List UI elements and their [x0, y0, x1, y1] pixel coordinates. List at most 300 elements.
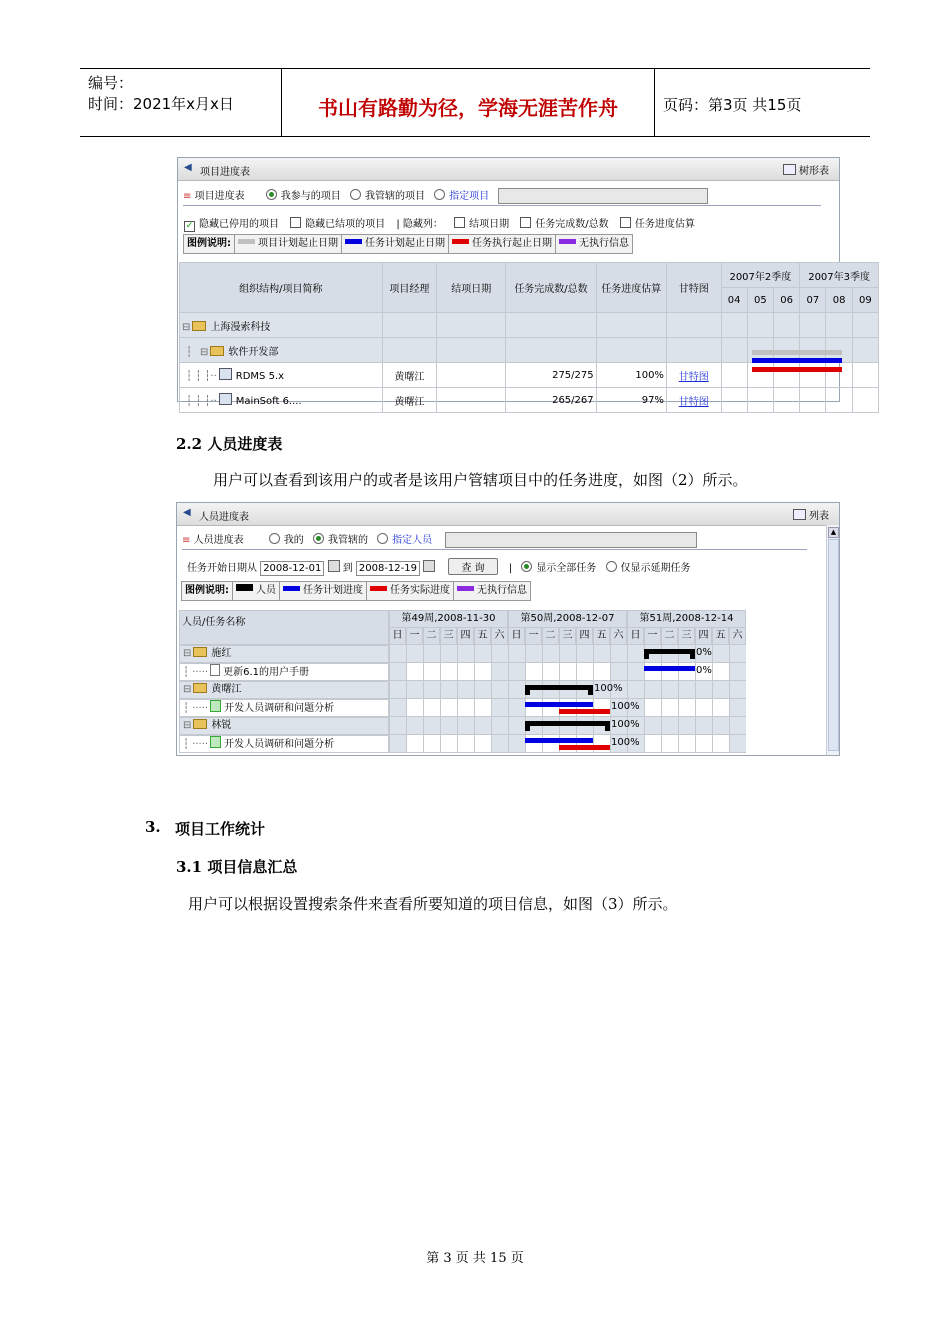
- folder-icon: [210, 346, 224, 356]
- day-cell: [389, 663, 406, 681]
- task-done-checkbox[interactable]: [520, 217, 531, 228]
- day-cell: [457, 717, 474, 735]
- day-cell: [627, 681, 644, 699]
- hide-cols-label: | 隐藏列：: [396, 219, 443, 230]
- actual-bar: [559, 745, 610, 750]
- task-name: 开发人员调研和问题分析: [224, 739, 335, 750]
- person-name: 黄曙江: [211, 684, 242, 695]
- percent-label: 0%: [696, 647, 712, 658]
- day-cell: [644, 735, 661, 753]
- legend-item: 无执行信息: [556, 235, 632, 253]
- day-cell: [440, 717, 457, 735]
- day-header: 一: [644, 627, 661, 645]
- section-heading: 2.2 人员进度表: [176, 435, 283, 453]
- day-cell: [729, 663, 746, 681]
- task-done-label: 任务完成数/总数: [535, 219, 609, 230]
- project-table: [179, 262, 879, 413]
- day-cell: [474, 735, 491, 753]
- task-icon: [210, 736, 221, 748]
- plan-bar: [525, 738, 593, 743]
- person-bar-cap: [644, 649, 649, 659]
- person-row[interactable]: [179, 645, 389, 663]
- paragraph: 用户可以查看到该用户的或者是该用户管辖项目中的任务进度，如图（2）所示。: [213, 471, 748, 489]
- day-cell: [542, 717, 559, 735]
- radio-show-delay[interactable]: [606, 561, 617, 572]
- day-cell: [474, 699, 491, 717]
- percent-label: 100%: [594, 683, 623, 694]
- day-cell: [491, 735, 508, 753]
- purple-swatch: [559, 239, 576, 244]
- day-header: 一: [406, 627, 423, 645]
- day-header: 日: [389, 627, 406, 645]
- day-header: 三: [440, 627, 457, 645]
- expand-icon[interactable]: ⊟: [183, 648, 192, 659]
- list-view-label: 列表: [809, 511, 829, 522]
- day-header: 六: [729, 627, 746, 645]
- day-header: 二: [423, 627, 440, 645]
- query-button[interactable]: 查 询: [448, 558, 497, 575]
- day-cell: [542, 645, 559, 663]
- percent-label: 100%: [611, 701, 640, 712]
- expand-icon[interactable]: ⊟: [200, 346, 209, 358]
- expand-icon[interactable]: ⊟: [182, 321, 191, 333]
- day-cell: [593, 663, 610, 681]
- list-view-button[interactable]: [793, 507, 829, 522]
- divider: [183, 205, 821, 206]
- day-cell: [423, 663, 440, 681]
- day-cell: [406, 681, 423, 699]
- calendar-icon[interactable]: [328, 560, 340, 572]
- panel-title: 人员进度表: [199, 512, 249, 523]
- person-bar: [644, 649, 695, 654]
- project-name-cell[interactable]: ┆ ┆ ┆·· RDMS 5.x: [180, 363, 383, 388]
- org-name: 上海漫索科技: [210, 321, 271, 333]
- scroll-up-icon[interactable]: ▲: [828, 527, 839, 538]
- day-cell: [491, 681, 508, 699]
- day-cell: [423, 645, 440, 663]
- options-row: [178, 215, 695, 232]
- section-heading: 项目工作统计: [175, 820, 266, 838]
- gantt-link[interactable]: 甘特图: [678, 396, 709, 408]
- col-person-task-label: 人员/任务名称: [182, 617, 246, 628]
- person-bar: [525, 721, 610, 726]
- day-cell: [457, 681, 474, 699]
- legend-item: 项目计划起止日期: [235, 235, 342, 253]
- dept-cell[interactable]: ┆ ⊟ 软件开发部: [180, 338, 383, 363]
- day-cell: [406, 699, 423, 717]
- day-header: 二: [542, 627, 559, 645]
- day-cell: [712, 681, 729, 699]
- day-header: 五: [593, 627, 610, 645]
- percent-label: 100%: [611, 737, 640, 748]
- day-header: 日: [508, 627, 525, 645]
- end-date-label: 结项日期: [469, 219, 510, 230]
- list-icon: ≡: [182, 535, 191, 546]
- day-cell: [508, 735, 525, 753]
- filter-row-label: 人员进度表: [193, 535, 244, 546]
- day-cell: [729, 681, 746, 699]
- radio-mine-label: 我的: [283, 535, 304, 546]
- day-cell: [559, 717, 576, 735]
- tree-line: ┆ ·····: [183, 667, 209, 678]
- day-header: 日: [627, 627, 644, 645]
- day-cell: [644, 681, 661, 699]
- day-cell: [457, 663, 474, 681]
- day-cell: [576, 645, 593, 663]
- day-cell: [389, 645, 406, 663]
- month-header: 09: [852, 288, 878, 313]
- black-swatch: [236, 584, 253, 591]
- day-cell: [457, 645, 474, 663]
- person-search-input[interactable]: [445, 532, 697, 548]
- task-actual-bar: [752, 367, 842, 372]
- end-date-cell: [437, 388, 506, 413]
- day-cell: [559, 645, 576, 663]
- date-from-input[interactable]: 2008-12-01: [260, 561, 324, 576]
- expand-icon[interactable]: ⊟: [183, 684, 192, 695]
- day-cell: [406, 717, 423, 735]
- day-cell: [406, 735, 423, 753]
- day-cell: [423, 681, 440, 699]
- day-cell: [457, 699, 474, 717]
- day-cell: [661, 717, 678, 735]
- page-footer: 第 3 页 共 15 页: [426, 1251, 524, 1266]
- project-icon: [219, 393, 232, 405]
- person-bar-cap: [605, 721, 610, 731]
- week-header: 第50周,2008-12-07: [508, 610, 627, 628]
- vertical-scrollbar[interactable]: [826, 525, 839, 755]
- purple-swatch: [457, 586, 474, 591]
- day-cell: [542, 663, 559, 681]
- col-gantt[interactable]: 甘特图: [666, 263, 721, 313]
- person-bar-cap: [690, 649, 695, 659]
- task-done-cell: 265/267: [506, 388, 596, 413]
- col-end-date[interactable]: 结项日期: [437, 263, 506, 313]
- project-progress-panel: [177, 157, 872, 408]
- month-header: 08: [826, 288, 852, 313]
- day-cell: [423, 717, 440, 735]
- day-cell: [695, 717, 712, 735]
- day-cell: [559, 681, 576, 699]
- day-cell: [627, 663, 644, 681]
- day-cell: [474, 663, 491, 681]
- day-cell: [440, 735, 457, 753]
- week-header: 第51周,2008-12-14: [627, 610, 746, 628]
- legend-item: 人员: [233, 582, 280, 600]
- tree-view-button[interactable]: [783, 162, 829, 177]
- plan-bar: [644, 666, 695, 671]
- day-cell: [712, 645, 729, 663]
- day-cell: [491, 717, 508, 735]
- day-cell: [712, 663, 729, 681]
- grey-swatch: [238, 239, 255, 244]
- gantt-link[interactable]: 甘特图: [678, 371, 709, 383]
- task-icon: [210, 664, 220, 676]
- col-org[interactable]: 组织结构/项目简称: [180, 263, 383, 313]
- task-est-cell: 97%: [596, 388, 666, 413]
- day-header: 四: [576, 627, 593, 645]
- col-task-est[interactable]: 任务进度估算: [596, 263, 666, 313]
- day-cell: [576, 663, 593, 681]
- day-cell: [678, 717, 695, 735]
- day-cell: [542, 681, 559, 699]
- day-cell: [678, 735, 695, 753]
- manager-cell: 黄曙江: [382, 388, 437, 413]
- day-cell: [508, 681, 525, 699]
- folder-icon: [192, 321, 206, 331]
- day-cell: [406, 663, 423, 681]
- paragraph: 用户可以根据设置搜索条件来查看所要知道的项目信息，如图（3）所示。: [188, 895, 678, 913]
- show-all-label: 显示全部任务: [536, 563, 597, 574]
- panel-title: 项目进度表: [200, 167, 250, 178]
- person-row[interactable]: [179, 681, 389, 699]
- day-cell: [729, 717, 746, 735]
- task-est-cell: 100%: [596, 363, 666, 388]
- month-header: 04: [721, 288, 747, 313]
- filter-row: [182, 531, 697, 548]
- blue-swatch: [283, 586, 300, 591]
- person-bar-cap: [525, 721, 530, 731]
- day-header: 四: [457, 627, 474, 645]
- day-cell: [508, 717, 525, 735]
- tree-table-icon: [783, 164, 796, 175]
- radio-specified-person[interactable]: [377, 533, 388, 544]
- legend-title: 图例说明:: [184, 235, 235, 253]
- day-cell: [729, 645, 746, 663]
- day-cell: [508, 663, 525, 681]
- day-cell: [508, 699, 525, 717]
- date-from-label: 任务开始日期从: [187, 563, 257, 574]
- collapse-arrow-icon[interactable]: ◀: [183, 507, 191, 518]
- day-cell: [661, 645, 678, 663]
- day-cell: [525, 645, 542, 663]
- panel-titlebar: [178, 158, 839, 181]
- day-cell: [508, 645, 525, 663]
- to-label: 到: [342, 563, 353, 574]
- expand-icon[interactable]: ⊟: [183, 720, 192, 731]
- radio-show-all[interactable]: [521, 561, 532, 572]
- end-date-checkbox[interactable]: [454, 217, 465, 228]
- task-row[interactable]: [179, 699, 389, 717]
- person-bar-cap: [525, 685, 530, 695]
- day-header: 六: [610, 627, 627, 645]
- red-swatch: [452, 239, 469, 244]
- project-name-cell[interactable]: ┆ ┆ ┆·· MainSoft 6....: [180, 388, 383, 413]
- filter-row: [183, 187, 708, 204]
- collapse-arrow-icon[interactable]: ◀: [184, 162, 192, 173]
- task-est-checkbox[interactable]: [620, 217, 631, 228]
- show-delay-label: 仅显示延期任务: [620, 563, 691, 574]
- day-header: 五: [474, 627, 491, 645]
- divider: [182, 549, 807, 550]
- day-cell: [406, 645, 423, 663]
- task-row[interactable]: [179, 663, 389, 681]
- day-cell: [627, 645, 644, 663]
- day-header: 六: [491, 627, 508, 645]
- project-icon: [219, 368, 232, 380]
- day-cell: [559, 663, 576, 681]
- legend-item: 无执行信息: [454, 582, 530, 600]
- legend: [183, 234, 633, 254]
- percent-label: 0%: [696, 665, 712, 676]
- list-icon: [793, 509, 806, 520]
- day-cell: [678, 699, 695, 717]
- folder-icon: [193, 647, 207, 657]
- legend-item: 任务执行起止日期: [449, 235, 556, 253]
- radio-my-projects[interactable]: [266, 189, 277, 200]
- day-header: 一: [525, 627, 542, 645]
- legend-item: 任务计划进度: [280, 582, 367, 600]
- tree-line: ┆ ·····: [183, 703, 209, 714]
- page-header: [80, 68, 870, 137]
- task-name: 开发人员调研和问题分析: [224, 703, 335, 714]
- list-icon: ≡: [183, 191, 192, 202]
- day-header: 五: [712, 627, 729, 645]
- project-plan-bar: [752, 350, 842, 355]
- serial-label: 编号：: [88, 74, 134, 92]
- day-cell: [610, 645, 627, 663]
- day-cell: [440, 699, 457, 717]
- date-row: 任务开始日期从 2008-12-01 到 2008-12-19 查 询 | 显示全部任务 仅显示延期任务: [187, 558, 691, 576]
- person-progress-panel: [176, 502, 840, 756]
- legend: [181, 581, 531, 601]
- day-cell: [644, 717, 661, 735]
- day-cell: [712, 699, 729, 717]
- filter-row-label: 项目进度表: [194, 191, 245, 202]
- radio-specified-project[interactable]: [434, 189, 445, 200]
- blue-swatch: [345, 239, 362, 244]
- person-row[interactable]: [179, 717, 389, 735]
- day-cell: [525, 663, 542, 681]
- task-plan-bar: [752, 358, 842, 363]
- day-cell: [610, 663, 627, 681]
- page-number-label: 页码：第3页 共15页: [663, 96, 802, 114]
- date-to-input[interactable]: 2008-12-19: [356, 561, 420, 576]
- day-cell: [661, 699, 678, 717]
- day-cell: [695, 681, 712, 699]
- scroll-thumb[interactable]: [828, 539, 839, 751]
- hide-closed-label: 隐藏已结项的项目: [305, 219, 386, 230]
- day-cell: [457, 735, 474, 753]
- day-cell: [440, 681, 457, 699]
- day-cell: [491, 663, 508, 681]
- month-header: 07: [800, 288, 826, 313]
- day-cell: [491, 645, 508, 663]
- day-cell: [593, 645, 610, 663]
- day-header: 三: [559, 627, 576, 645]
- header-left-cell: [80, 69, 282, 136]
- actual-bar: [559, 709, 610, 714]
- week-header: 第49周,2008-11-30: [389, 610, 508, 628]
- day-cell: [593, 735, 610, 753]
- specified-project-link[interactable]: 指定项目: [449, 191, 490, 202]
- table-row[interactable]: [180, 388, 879, 413]
- day-cell: [389, 681, 406, 699]
- table-row[interactable]: [180, 313, 879, 338]
- task-est-label: 任务进度估算: [634, 219, 695, 230]
- radio-mine[interactable]: [269, 533, 280, 544]
- day-cell: [729, 735, 746, 753]
- radio-managed[interactable]: [313, 533, 324, 544]
- panel-titlebar: [177, 503, 839, 526]
- hide-closed-checkbox[interactable]: [290, 217, 301, 228]
- person-bar: [525, 685, 593, 690]
- person-bar-cap: [588, 685, 593, 695]
- subsection-heading: 3.1 项目信息汇总: [176, 858, 298, 876]
- day-cell: [576, 717, 593, 735]
- dept-name: 软件开发部: [228, 346, 279, 358]
- day-cell: [695, 699, 712, 717]
- month-header: 06: [773, 288, 799, 313]
- day-cell: [678, 681, 695, 699]
- day-cell: [389, 699, 406, 717]
- day-cell: [474, 645, 491, 663]
- radio-managed-projects[interactable]: [350, 189, 361, 200]
- header-center-cell: [282, 69, 655, 136]
- radio-managed-projects-label: 我管辖的项目: [364, 191, 425, 202]
- legend-item: 任务实际进度: [367, 582, 454, 600]
- radio-my-projects-label: 我参与的项目: [280, 191, 341, 202]
- org-cell[interactable]: [180, 313, 383, 338]
- day-cell: [491, 699, 508, 717]
- quarter-header: 2007年3季度: [800, 263, 879, 288]
- day-cell: [661, 735, 678, 753]
- plan-bar: [525, 702, 593, 707]
- col-person-task: [179, 610, 389, 645]
- person-name: 施红: [211, 648, 232, 659]
- day-cell: [440, 663, 457, 681]
- day-cell: [474, 681, 491, 699]
- day-header: 二: [661, 627, 678, 645]
- manager-cell: 黄曙江: [382, 363, 437, 388]
- task-row[interactable]: [179, 735, 389, 753]
- day-cell: [474, 717, 491, 735]
- radio-managed-label: 我管辖的: [327, 535, 368, 546]
- red-swatch: [370, 586, 387, 591]
- col-task-done[interactable]: 任务完成数/总数: [506, 263, 596, 313]
- day-cell: [695, 735, 712, 753]
- day-cell: [423, 735, 440, 753]
- project-name: RDMS 5.x: [235, 371, 285, 382]
- calendar-icon[interactable]: [423, 560, 435, 572]
- section-number: 3.: [145, 818, 161, 836]
- legend-title: 图例说明:: [182, 582, 233, 600]
- day-cell: [729, 699, 746, 717]
- task-name: 更新6.1的用户手册: [223, 667, 309, 678]
- hide-disabled-label: 隐藏已停用的项目: [199, 219, 279, 230]
- day-cell: [712, 717, 729, 735]
- day-cell: [644, 699, 661, 717]
- folder-icon: [193, 683, 207, 693]
- day-header: 三: [678, 627, 695, 645]
- day-cell: [389, 735, 406, 753]
- day-cell: [440, 645, 457, 663]
- quarter-header: 2007年2季度: [721, 263, 800, 288]
- tree-view-label: 树形表: [799, 166, 829, 177]
- specified-person-link[interactable]: 指定人员: [392, 535, 433, 546]
- tree-line: ┆ ·····: [183, 739, 209, 750]
- project-name: MainSoft 6....: [235, 396, 302, 407]
- person-gantt-table: [179, 610, 748, 755]
- day-cell: [423, 699, 440, 717]
- folder-icon: [193, 719, 207, 729]
- day-cell: [389, 717, 406, 735]
- col-manager[interactable]: 项目经理: [382, 263, 437, 313]
- project-search-input[interactable]: [498, 188, 708, 204]
- hide-disabled-checkbox[interactable]: ✓: [185, 221, 194, 231]
- task-done-cell: 275/275: [506, 363, 596, 388]
- task-icon: [210, 700, 221, 712]
